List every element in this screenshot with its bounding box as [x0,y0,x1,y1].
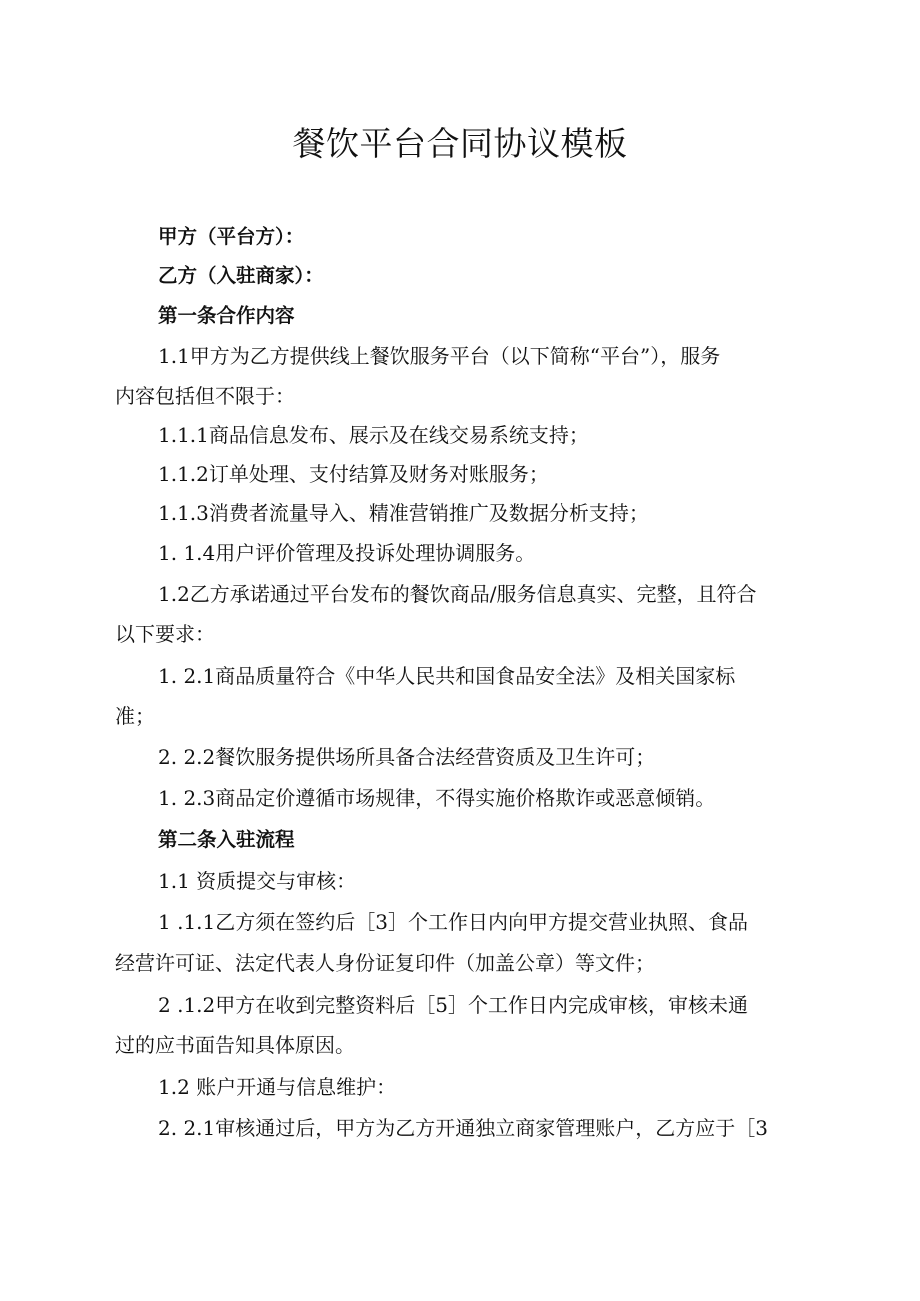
paragraph-line: 1.1 资质提交与审核： [158,869,357,893]
article-1-heading: 第一条合作内容 [158,304,295,327]
paragraph-line: 过的应书面告知具体原因。 [115,1033,355,1057]
paragraph-line: 2. 2.1审核通过后，甲方为乙方开通独立商家管理账户，乙方应于［3 [158,1116,768,1140]
paragraph-line: 1.2乙方承诺通过平台发布的餐饮商品/服务信息真实、完整，且符合 [158,582,757,606]
paragraph-line: 1 .1.1乙方须在签约后［3］个工作日内向甲方提交营业执照、食品 [158,910,748,934]
paragraph-line: 准； [115,704,155,728]
paragraph-line: 以下要求： [115,622,215,646]
paragraph-line: 1.1.3消费者流量导入、精准营销推广及数据分析支持； [158,501,649,525]
paragraph-line: 经营许可证、法定代表人身份证复印件（加盖公章）等文件； [115,951,655,975]
party-a-line: 甲方（平台方）： [158,225,305,248]
paragraph-line: 1.1甲方为乙方提供线上餐饮服务平台（以下简称“平台”），服务 [158,344,721,368]
paragraph-line: 1.2 账户开通与信息维护： [158,1075,397,1099]
document-title: 餐饮平台合同协议模板 [292,124,628,163]
paragraph-line: 1. 1.4用户评价管理及投诉处理协调服务。 [158,541,536,565]
paragraph-line: 2. 2.2餐饮服务提供场所具备合法经营资质及卫生许可； [158,745,656,769]
paragraph-line: 2 .1.2甲方在收到完整资料后［5］个工作日内完成审核，审核未通 [158,993,748,1017]
paragraph-line: 内容包括但不限于： [115,384,295,408]
paragraph-line: 1. 2.3商品定价遵循市场规律，不得实施价格欺诈或恶意倾销。 [158,786,716,810]
paragraph-line: 1. 2.1商品质量符合《中华人民共和国食品安全法》及相关国家标 [158,664,736,688]
party-b-line: 乙方（入驻商家）： [158,264,324,287]
paragraph-line: 1.1.2订单处理、支付结算及财务对账服务； [158,462,549,486]
article-2-heading: 第二条入驻流程 [158,828,295,851]
paragraph-line: 1.1.1商品信息发布、展示及在线交易系统支持； [158,423,589,447]
